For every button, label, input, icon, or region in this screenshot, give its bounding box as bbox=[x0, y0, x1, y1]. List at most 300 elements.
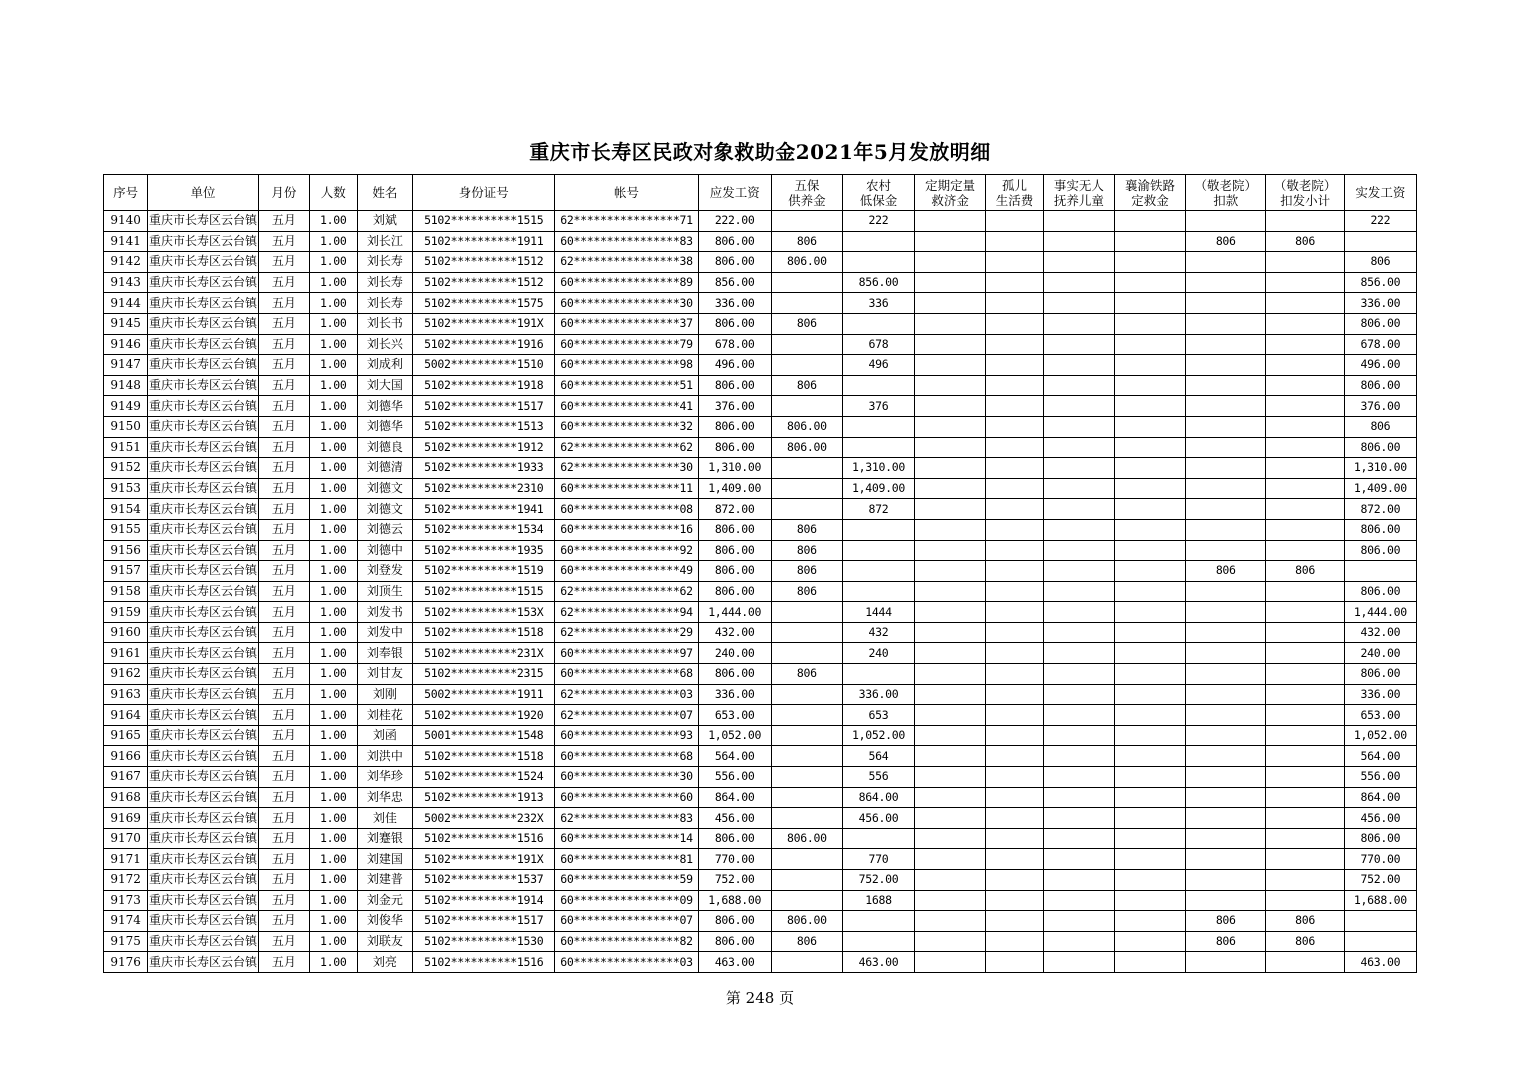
table-row bbox=[104, 643, 1417, 664]
cell-seq: 9154 bbox=[104, 499, 148, 520]
cell-count: 1.00 bbox=[310, 416, 357, 437]
cell-seq: 9149 bbox=[104, 396, 148, 417]
cell-month: 五月 bbox=[258, 622, 310, 643]
cell-unsupported-child bbox=[1043, 437, 1114, 458]
cell-nursing-deduction bbox=[1186, 519, 1266, 540]
cell-wubao-support: 806 bbox=[771, 561, 842, 582]
cell-account: 60****************98 bbox=[555, 355, 698, 376]
cell-gross-pay: 1,052.00 bbox=[698, 725, 771, 746]
cell-nursing-deduction bbox=[1186, 705, 1266, 726]
cell-wubao-support: 806.00 bbox=[771, 437, 842, 458]
cell-account: 60****************41 bbox=[555, 396, 698, 417]
cell-seq: 9156 bbox=[104, 540, 148, 561]
cell-id-number: 5102**********1534 bbox=[413, 519, 555, 540]
cell-xiangyu-railway bbox=[1114, 355, 1185, 376]
cell-orphan-living bbox=[986, 622, 1044, 643]
cell-net-pay: 856.00 bbox=[1344, 272, 1416, 293]
table-row bbox=[104, 684, 1417, 705]
cell-id-number: 5102**********1517 bbox=[413, 396, 555, 417]
cell-unsupported-child bbox=[1043, 746, 1114, 767]
cell-net-pay: 752.00 bbox=[1344, 870, 1416, 891]
header-rural-dibao: 农村 低保金 bbox=[842, 175, 914, 211]
cell-net-pay: 678.00 bbox=[1344, 334, 1416, 355]
cell-rural-dibao bbox=[842, 375, 914, 396]
cell-unit: 重庆市长寿区云台镇 bbox=[148, 334, 258, 355]
header-count: 人数 bbox=[310, 175, 357, 211]
cell-id-number: 5102**********1575 bbox=[413, 293, 555, 314]
cell-net-pay: 376.00 bbox=[1344, 396, 1416, 417]
table-row bbox=[104, 355, 1417, 376]
cell-xiangyu-railway bbox=[1114, 437, 1185, 458]
cell-account: 62****************62 bbox=[555, 581, 698, 602]
cell-rural-dibao bbox=[842, 437, 914, 458]
cell-gross-pay: 432.00 bbox=[698, 622, 771, 643]
cell-nursing-deduction bbox=[1186, 890, 1266, 911]
cell-id-number: 5102**********1516 bbox=[413, 952, 555, 973]
cell-count: 1.00 bbox=[310, 231, 357, 252]
cell-xiangyu-railway bbox=[1114, 684, 1185, 705]
cell-gross-pay: 1,310.00 bbox=[698, 458, 771, 479]
cell-orphan-living bbox=[986, 828, 1044, 849]
cell-xiangyu-railway bbox=[1114, 931, 1185, 952]
cell-rural-dibao bbox=[842, 540, 914, 561]
table-row bbox=[104, 952, 1417, 973]
table-body bbox=[104, 211, 1417, 973]
table-row bbox=[104, 808, 1417, 829]
cell-seq: 9171 bbox=[104, 849, 148, 870]
cell-nursing-deduction-subtotal: 806 bbox=[1266, 911, 1344, 932]
cell-gross-pay: 806.00 bbox=[698, 931, 771, 952]
cell-unsupported-child bbox=[1043, 334, 1114, 355]
cell-gross-pay: 336.00 bbox=[698, 293, 771, 314]
cell-seq: 9150 bbox=[104, 416, 148, 437]
cell-account: 62****************07 bbox=[555, 705, 698, 726]
cell-count: 1.00 bbox=[310, 705, 357, 726]
cell-count: 1.00 bbox=[310, 808, 357, 829]
cell-net-pay: 240.00 bbox=[1344, 643, 1416, 664]
cell-seq: 9157 bbox=[104, 561, 148, 582]
table-row bbox=[104, 767, 1417, 788]
cell-orphan-living bbox=[986, 931, 1044, 952]
cell-orphan-living bbox=[986, 478, 1044, 499]
cell-orphan-living bbox=[986, 416, 1044, 437]
table-row bbox=[104, 478, 1417, 499]
cell-nursing-deduction bbox=[1186, 458, 1266, 479]
cell-xiangyu-railway bbox=[1114, 313, 1185, 334]
cell-orphan-living bbox=[986, 705, 1044, 726]
table-row bbox=[104, 231, 1417, 252]
cell-unsupported-child bbox=[1043, 499, 1114, 520]
table-row bbox=[104, 664, 1417, 685]
cell-net-pay: 806.00 bbox=[1344, 664, 1416, 685]
cell-account: 60****************92 bbox=[555, 540, 698, 561]
cell-unit: 重庆市长寿区云台镇 bbox=[148, 561, 258, 582]
cell-id-number: 5102**********1515 bbox=[413, 211, 555, 232]
cell-gross-pay: 456.00 bbox=[698, 808, 771, 829]
cell-nursing-deduction: 806 bbox=[1186, 931, 1266, 952]
cell-count: 1.00 bbox=[310, 272, 357, 293]
cell-id-number: 5102**********1515 bbox=[413, 581, 555, 602]
cell-account: 60****************49 bbox=[555, 561, 698, 582]
cell-name: 刘德清 bbox=[357, 458, 413, 479]
cell-unit: 重庆市长寿区云台镇 bbox=[148, 828, 258, 849]
cell-account: 60****************93 bbox=[555, 725, 698, 746]
cell-name: 刘函 bbox=[357, 725, 413, 746]
cell-seq: 9159 bbox=[104, 602, 148, 623]
cell-name: 刘德良 bbox=[357, 437, 413, 458]
cell-count: 1.00 bbox=[310, 725, 357, 746]
cell-rural-dibao: 752.00 bbox=[842, 870, 914, 891]
cell-name: 刘华忠 bbox=[357, 787, 413, 808]
cell-rural-dibao bbox=[842, 313, 914, 334]
cell-seq: 9161 bbox=[104, 643, 148, 664]
cell-account: 60****************32 bbox=[555, 416, 698, 437]
cell-regular-relief bbox=[915, 622, 986, 643]
header-account: 帐号 bbox=[555, 175, 698, 211]
cell-net-pay: 806 bbox=[1344, 416, 1416, 437]
cell-wubao-support: 806 bbox=[771, 581, 842, 602]
cell-regular-relief bbox=[915, 828, 986, 849]
cell-xiangyu-railway bbox=[1114, 334, 1185, 355]
cell-orphan-living bbox=[986, 519, 1044, 540]
cell-nursing-deduction-subtotal bbox=[1266, 211, 1344, 232]
cell-wubao-support: 806 bbox=[771, 231, 842, 252]
cell-unsupported-child bbox=[1043, 478, 1114, 499]
cell-month: 五月 bbox=[258, 211, 310, 232]
cell-regular-relief bbox=[915, 231, 986, 252]
cell-unit: 重庆市长寿区云台镇 bbox=[148, 375, 258, 396]
cell-count: 1.00 bbox=[310, 787, 357, 808]
cell-nursing-deduction-subtotal bbox=[1266, 767, 1344, 788]
cell-unit: 重庆市长寿区云台镇 bbox=[148, 622, 258, 643]
header-unit: 单位 bbox=[148, 175, 258, 211]
cell-count: 1.00 bbox=[310, 293, 357, 314]
cell-nursing-deduction-subtotal bbox=[1266, 705, 1344, 726]
cell-month: 五月 bbox=[258, 396, 310, 417]
cell-wubao-support bbox=[771, 705, 842, 726]
cell-rural-dibao: 456.00 bbox=[842, 808, 914, 829]
cell-unit: 重庆市长寿区云台镇 bbox=[148, 252, 258, 273]
cell-regular-relief bbox=[915, 334, 986, 355]
cell-account: 60****************68 bbox=[555, 664, 698, 685]
cell-xiangyu-railway bbox=[1114, 540, 1185, 561]
cell-unsupported-child bbox=[1043, 272, 1114, 293]
cell-regular-relief bbox=[915, 705, 986, 726]
cell-nursing-deduction bbox=[1186, 787, 1266, 808]
cell-gross-pay: 752.00 bbox=[698, 870, 771, 891]
cell-orphan-living bbox=[986, 375, 1044, 396]
cell-orphan-living bbox=[986, 684, 1044, 705]
cell-unsupported-child bbox=[1043, 808, 1114, 829]
cell-name: 刘登发 bbox=[357, 561, 413, 582]
cell-nursing-deduction: 806 bbox=[1186, 561, 1266, 582]
cell-wubao-support bbox=[771, 767, 842, 788]
cell-count: 1.00 bbox=[310, 561, 357, 582]
cell-count: 1.00 bbox=[310, 746, 357, 767]
header-gross-pay: 应发工资 bbox=[698, 175, 771, 211]
cell-regular-relief bbox=[915, 767, 986, 788]
cell-unit: 重庆市长寿区云台镇 bbox=[148, 231, 258, 252]
cell-count: 1.00 bbox=[310, 622, 357, 643]
cell-unsupported-child bbox=[1043, 540, 1114, 561]
cell-nursing-deduction bbox=[1186, 849, 1266, 870]
cell-rural-dibao: 856.00 bbox=[842, 272, 914, 293]
cell-regular-relief bbox=[915, 664, 986, 685]
cell-account: 60****************16 bbox=[555, 519, 698, 540]
cell-regular-relief bbox=[915, 519, 986, 540]
header-orphan-living: 孤儿 生活费 bbox=[986, 175, 1044, 211]
cell-orphan-living bbox=[986, 561, 1044, 582]
cell-nursing-deduction-subtotal bbox=[1266, 375, 1344, 396]
cell-regular-relief bbox=[915, 911, 986, 932]
cell-account: 62****************30 bbox=[555, 458, 698, 479]
cell-seq: 9176 bbox=[104, 952, 148, 973]
table-row bbox=[104, 828, 1417, 849]
cell-month: 五月 bbox=[258, 602, 310, 623]
cell-seq: 9163 bbox=[104, 684, 148, 705]
cell-id-number: 5002**********1911 bbox=[413, 684, 555, 705]
cell-count: 1.00 bbox=[310, 478, 357, 499]
cell-id-number: 5002**********1510 bbox=[413, 355, 555, 376]
cell-unsupported-child bbox=[1043, 890, 1114, 911]
cell-name: 刘奉银 bbox=[357, 643, 413, 664]
cell-gross-pay: 556.00 bbox=[698, 767, 771, 788]
cell-month: 五月 bbox=[258, 437, 310, 458]
cell-seq: 9174 bbox=[104, 911, 148, 932]
cell-regular-relief bbox=[915, 849, 986, 870]
cell-regular-relief bbox=[915, 602, 986, 623]
cell-rural-dibao bbox=[842, 231, 914, 252]
table-row bbox=[104, 911, 1417, 932]
cell-net-pay: 806.00 bbox=[1344, 313, 1416, 334]
cell-unit: 重庆市长寿区云台镇 bbox=[148, 581, 258, 602]
table-row bbox=[104, 252, 1417, 273]
cell-name: 刘蹇银 bbox=[357, 828, 413, 849]
header-nursing-deduction-subtotal: （敬老院） 扣发小计 bbox=[1266, 175, 1344, 211]
cell-orphan-living bbox=[986, 231, 1044, 252]
cell-unsupported-child bbox=[1043, 828, 1114, 849]
cell-rural-dibao: 653 bbox=[842, 705, 914, 726]
cell-rural-dibao: 240 bbox=[842, 643, 914, 664]
cell-seq: 9168 bbox=[104, 787, 148, 808]
cell-wubao-support bbox=[771, 849, 842, 870]
cell-count: 1.00 bbox=[310, 396, 357, 417]
cell-rural-dibao: 336 bbox=[842, 293, 914, 314]
cell-account: 62****************03 bbox=[555, 684, 698, 705]
cell-nursing-deduction-subtotal bbox=[1266, 478, 1344, 499]
cell-rural-dibao: 1444 bbox=[842, 602, 914, 623]
cell-name: 刘长书 bbox=[357, 313, 413, 334]
header-net-pay: 实发工资 bbox=[1344, 175, 1416, 211]
cell-id-number: 5102**********1530 bbox=[413, 931, 555, 952]
cell-rural-dibao bbox=[842, 931, 914, 952]
cell-nursing-deduction-subtotal bbox=[1266, 581, 1344, 602]
cell-orphan-living bbox=[986, 890, 1044, 911]
cell-id-number: 5102**********231X bbox=[413, 643, 555, 664]
cell-unit: 重庆市长寿区云台镇 bbox=[148, 911, 258, 932]
cell-seq: 9155 bbox=[104, 519, 148, 540]
cell-unit: 重庆市长寿区云台镇 bbox=[148, 437, 258, 458]
cell-unit: 重庆市长寿区云台镇 bbox=[148, 890, 258, 911]
cell-regular-relief bbox=[915, 931, 986, 952]
cell-id-number: 5001**********1548 bbox=[413, 725, 555, 746]
cell-nursing-deduction-subtotal bbox=[1266, 622, 1344, 643]
cell-wubao-support bbox=[771, 211, 842, 232]
table-row bbox=[104, 787, 1417, 808]
cell-name: 刘德云 bbox=[357, 519, 413, 540]
cell-name: 刘金元 bbox=[357, 890, 413, 911]
cell-unsupported-child bbox=[1043, 664, 1114, 685]
header-nursing-deduction: （敬老院） 扣款 bbox=[1186, 175, 1266, 211]
cell-unit: 重庆市长寿区云台镇 bbox=[148, 602, 258, 623]
cell-account: 60****************37 bbox=[555, 313, 698, 334]
cell-account: 60****************09 bbox=[555, 890, 698, 911]
cell-regular-relief bbox=[915, 375, 986, 396]
cell-wubao-support bbox=[771, 952, 842, 973]
cell-id-number: 5102**********1914 bbox=[413, 890, 555, 911]
cell-xiangyu-railway bbox=[1114, 211, 1185, 232]
cell-nursing-deduction-subtotal bbox=[1266, 499, 1344, 520]
cell-unsupported-child bbox=[1043, 416, 1114, 437]
cell-wubao-support bbox=[771, 396, 842, 417]
cell-nursing-deduction-subtotal bbox=[1266, 746, 1344, 767]
cell-regular-relief bbox=[915, 581, 986, 602]
cell-name: 刘长寿 bbox=[357, 252, 413, 273]
cell-gross-pay: 678.00 bbox=[698, 334, 771, 355]
cell-count: 1.00 bbox=[310, 313, 357, 334]
cell-regular-relief bbox=[915, 561, 986, 582]
cell-count: 1.00 bbox=[310, 519, 357, 540]
cell-seq: 9165 bbox=[104, 725, 148, 746]
cell-nursing-deduction-subtotal bbox=[1266, 890, 1344, 911]
cell-rural-dibao bbox=[842, 581, 914, 602]
cell-unit: 重庆市长寿区云台镇 bbox=[148, 808, 258, 829]
cell-month: 五月 bbox=[258, 952, 310, 973]
cell-name: 刘佳 bbox=[357, 808, 413, 829]
cell-net-pay: 1,310.00 bbox=[1344, 458, 1416, 479]
cell-gross-pay: 653.00 bbox=[698, 705, 771, 726]
cell-orphan-living bbox=[986, 952, 1044, 973]
cell-month: 五月 bbox=[258, 828, 310, 849]
cell-name: 刘洪中 bbox=[357, 746, 413, 767]
cell-month: 五月 bbox=[258, 808, 310, 829]
cell-month: 五月 bbox=[258, 746, 310, 767]
cell-net-pay: 806 bbox=[1344, 252, 1416, 273]
cell-xiangyu-railway bbox=[1114, 458, 1185, 479]
cell-gross-pay: 806.00 bbox=[698, 540, 771, 561]
cell-month: 五月 bbox=[258, 293, 310, 314]
cell-seq: 9153 bbox=[104, 478, 148, 499]
cell-name: 刘德文 bbox=[357, 499, 413, 520]
cell-gross-pay: 222.00 bbox=[698, 211, 771, 232]
cell-wubao-support bbox=[771, 334, 842, 355]
header-regular-relief: 定期定量 救济金 bbox=[915, 175, 986, 211]
cell-account: 60****************14 bbox=[555, 828, 698, 849]
cell-month: 五月 bbox=[258, 849, 310, 870]
cell-nursing-deduction-subtotal bbox=[1266, 396, 1344, 417]
cell-account: 60****************30 bbox=[555, 293, 698, 314]
cell-name: 刘长寿 bbox=[357, 293, 413, 314]
cell-count: 1.00 bbox=[310, 664, 357, 685]
cell-account: 60****************08 bbox=[555, 499, 698, 520]
cell-seq: 9170 bbox=[104, 828, 148, 849]
cell-orphan-living bbox=[986, 725, 1044, 746]
cell-unsupported-child bbox=[1043, 725, 1114, 746]
cell-orphan-living bbox=[986, 746, 1044, 767]
cell-id-number: 5102**********1517 bbox=[413, 911, 555, 932]
cell-orphan-living bbox=[986, 355, 1044, 376]
cell-id-number: 5102**********2315 bbox=[413, 664, 555, 685]
cell-seq: 9142 bbox=[104, 252, 148, 273]
cell-count: 1.00 bbox=[310, 211, 357, 232]
relief-fund-table bbox=[103, 174, 1417, 973]
cell-wubao-support bbox=[771, 890, 842, 911]
table-row bbox=[104, 561, 1417, 582]
cell-count: 1.00 bbox=[310, 581, 357, 602]
cell-gross-pay: 806.00 bbox=[698, 416, 771, 437]
cell-unsupported-child bbox=[1043, 581, 1114, 602]
table-row bbox=[104, 705, 1417, 726]
cell-account: 60****************30 bbox=[555, 767, 698, 788]
cell-rural-dibao: 496 bbox=[842, 355, 914, 376]
cell-regular-relief bbox=[915, 870, 986, 891]
cell-rural-dibao bbox=[842, 561, 914, 582]
cell-id-number: 5102**********1918 bbox=[413, 375, 555, 396]
cell-nursing-deduction-subtotal bbox=[1266, 664, 1344, 685]
cell-net-pay: 806.00 bbox=[1344, 828, 1416, 849]
cell-account: 60****************83 bbox=[555, 231, 698, 252]
table-row bbox=[104, 293, 1417, 314]
cell-nursing-deduction-subtotal: 806 bbox=[1266, 931, 1344, 952]
table-row bbox=[104, 272, 1417, 293]
cell-nursing-deduction-subtotal bbox=[1266, 458, 1344, 479]
cell-month: 五月 bbox=[258, 767, 310, 788]
cell-net-pay: 1,444.00 bbox=[1344, 602, 1416, 623]
cell-id-number: 5102**********1916 bbox=[413, 334, 555, 355]
cell-nursing-deduction-subtotal bbox=[1266, 787, 1344, 808]
cell-count: 1.00 bbox=[310, 643, 357, 664]
header-name: 姓名 bbox=[357, 175, 413, 211]
cell-name: 刘华珍 bbox=[357, 767, 413, 788]
cell-unsupported-child bbox=[1043, 211, 1114, 232]
cell-unsupported-child bbox=[1043, 252, 1114, 273]
cell-wubao-support: 806.00 bbox=[771, 828, 842, 849]
cell-xiangyu-railway bbox=[1114, 911, 1185, 932]
cell-regular-relief bbox=[915, 787, 986, 808]
cell-unit: 重庆市长寿区云台镇 bbox=[148, 664, 258, 685]
table-row bbox=[104, 870, 1417, 891]
cell-net-pay bbox=[1344, 911, 1416, 932]
cell-xiangyu-railway bbox=[1114, 767, 1185, 788]
cell-unit: 重庆市长寿区云台镇 bbox=[148, 458, 258, 479]
cell-unit: 重庆市长寿区云台镇 bbox=[148, 931, 258, 952]
cell-unit: 重庆市长寿区云台镇 bbox=[148, 643, 258, 664]
cell-orphan-living bbox=[986, 664, 1044, 685]
cell-net-pay: 806.00 bbox=[1344, 581, 1416, 602]
cell-account: 60****************89 bbox=[555, 272, 698, 293]
cell-account: 60****************68 bbox=[555, 746, 698, 767]
cell-nursing-deduction bbox=[1186, 952, 1266, 973]
cell-id-number: 5102**********1519 bbox=[413, 561, 555, 582]
table-row bbox=[104, 519, 1417, 540]
cell-unsupported-child bbox=[1043, 355, 1114, 376]
cell-rural-dibao bbox=[842, 828, 914, 849]
cell-month: 五月 bbox=[258, 355, 310, 376]
cell-id-number: 5102**********1516 bbox=[413, 828, 555, 849]
cell-net-pay: 456.00 bbox=[1344, 808, 1416, 829]
cell-net-pay: 806.00 bbox=[1344, 519, 1416, 540]
cell-xiangyu-railway bbox=[1114, 643, 1185, 664]
